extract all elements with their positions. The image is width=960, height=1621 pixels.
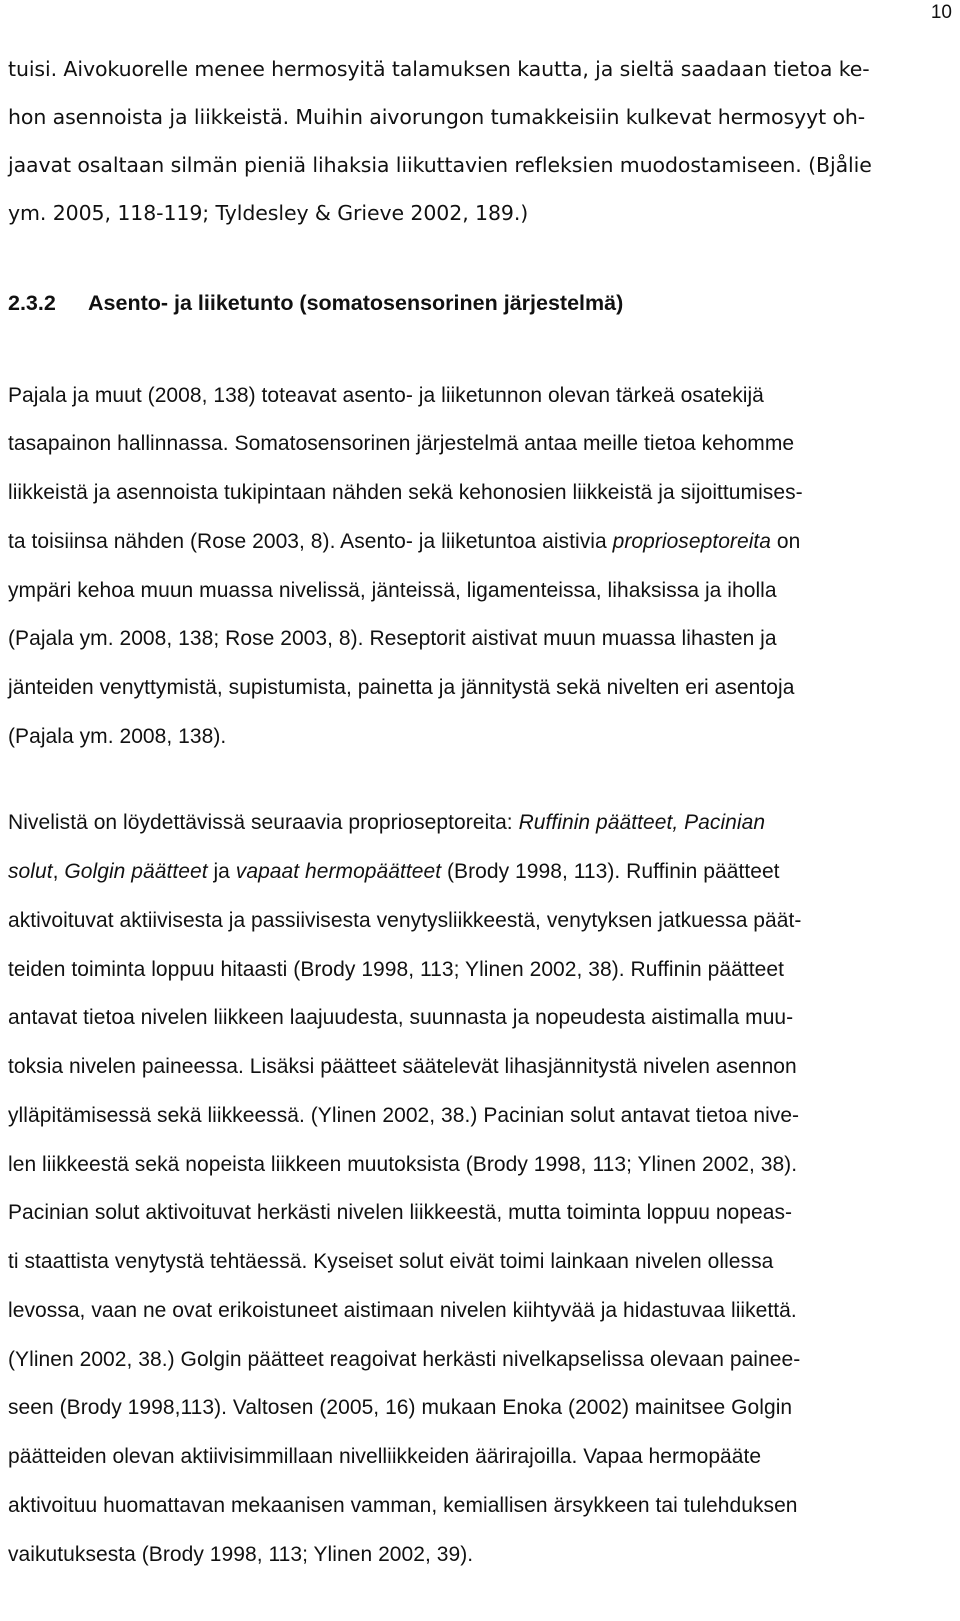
text-line: hon asennoista ja liikkeistä. Muihin aivorungon tumakkeisiin kulkevat hermosyyt oh- bbox=[8, 105, 866, 129]
text-line: (Pajala ym. 2008, 138; Rose 2003, 8). Reseptorit aistivat muun muassa lihasten ja bbox=[8, 627, 777, 650]
text-span: ja bbox=[207, 860, 236, 883]
text-span: ta toisiinsa nähden (Rose 2003, 8). Asento- ja liiketuntoa aistivia bbox=[8, 530, 613, 553]
text-line: vaikutuksesta (Brody 1998, 113; Ylinen 2002, 39). bbox=[8, 1543, 474, 1566]
italic-term: proprioseptoreita bbox=[612, 530, 772, 553]
text-line: ti staattista venytystä tehtäessä. Kyseiset solut eivät toimi lainkaan nivelen ollessa bbox=[8, 1250, 774, 1273]
text-line: seen (Brody 1998,113). Valtosen (2005, 16) mukaan Enoka (2002) mainitsee Golgin bbox=[8, 1396, 793, 1419]
italic-term: vapaat hermopäätteet bbox=[235, 860, 442, 883]
text-line bbox=[8, 529, 800, 555]
text-line: len liikkeestä sekä nopeista liikkeen muutoksista (Brody 1998, 113; Ylinen 2002, 38). bbox=[8, 1153, 798, 1176]
text-line: (Pajala ym. 2008, 138). bbox=[8, 725, 227, 748]
section-number: 2.3.2 bbox=[8, 291, 56, 315]
text-span: on bbox=[771, 530, 801, 553]
text-line: levossa, vaan ne ovat erikoistuneet aistimaan nivelen kiihtyvää ja hidastuvaa liikettä. bbox=[8, 1299, 797, 1322]
section-title: Asento- ja liiketunto (somatosensorinen järjestelmä) bbox=[88, 291, 624, 315]
text-span: , bbox=[52, 860, 65, 883]
text-line: Pacinian solut aktivoituvat herkästi nivelen liikkeestä, mutta toiminta loppuu nopeas- bbox=[8, 1201, 793, 1224]
text-line bbox=[8, 810, 765, 836]
text-line: teiden toiminta loppuu hitaasti (Brody 1998, 113; Ylinen 2002, 38). Ruffinin päätteet bbox=[8, 958, 784, 981]
text-line: aktivoituu huomattavan mekaanisen vamman, kemiallisen ärsykkeen tai tulehduksen bbox=[8, 1494, 798, 1517]
italic-term: Golgin päätteet bbox=[64, 860, 208, 883]
italic-term: Ruffinin päätteet, Pacinian bbox=[518, 811, 766, 834]
italic-term: solut bbox=[8, 860, 53, 883]
text-line: (Ylinen 2002, 38.) Golgin päätteet reagoivat herkästi nivelkapselissa olevaan painee- bbox=[8, 1348, 801, 1371]
text-line: ylläpitämisessä sekä liikkeessä. (Ylinen 2002, 38.) Pacinian solut antavat tietoa nive- bbox=[8, 1104, 800, 1127]
text-span: Nivelistä on löydettävissä seuraavia proprioseptoreita: bbox=[8, 811, 519, 834]
text-line: toksia nivelen paineessa. Lisäksi päätteet säätelevät lihasjännitystä nivelen asennon bbox=[8, 1055, 797, 1078]
text-line: aktivoituvat aktiivisesta ja passiivisesta venytysliikkeestä, venytyksen jatkuessa päät- bbox=[8, 909, 802, 932]
text-line: tuisi. Aivokuorelle menee hermosyitä talamuksen kautta, ja sieltä saadaan tietoa ke- bbox=[8, 57, 870, 81]
text-line: ym. 2005, 118-119; Tyldesley & Grieve 2002, 189.) bbox=[8, 201, 529, 225]
text-line: tasapainon hallinnassa. Somatosensorinen järjestelmä antaa meille tietoa kehomme bbox=[8, 432, 795, 455]
text-line: ympäri kehoa muun muassa nivelissä, jänteissä, ligamenteissa, lihaksissa ja iholla bbox=[8, 579, 777, 602]
section-heading bbox=[8, 290, 623, 316]
text-line: liikkeistä ja asennoista tukipintaan nähden sekä kehonosien liikkeistä ja sijoittumises- bbox=[8, 481, 803, 504]
text-line bbox=[8, 859, 780, 885]
text-line: päätteiden olevan aktiivisimmillaan nivelliikkeiden äärirajoilla. Vapaa hermopääte bbox=[8, 1445, 762, 1468]
text-line: jaavat osaltaan silmän pieniä lihaksia liikuttavien refleksien muodostamiseen. (Bjålie bbox=[8, 153, 872, 177]
text-span: (Brody 1998, 113). Ruffinin päätteet bbox=[441, 860, 780, 883]
text-line: jänteiden venyttymistä, supistumista, painetta ja jännitystä sekä nivelten eri asentoja bbox=[8, 676, 795, 699]
text-line: Pajala ja muut (2008, 138) toteavat asento- ja liiketunnon olevan tärkeä osatekijä bbox=[8, 384, 764, 407]
text-line: antavat tietoa nivelen liikkeen laajuudesta, suunnasta ja nopeudesta aistimalla muu- bbox=[8, 1006, 794, 1029]
page-number: 10 bbox=[930, 2, 952, 23]
